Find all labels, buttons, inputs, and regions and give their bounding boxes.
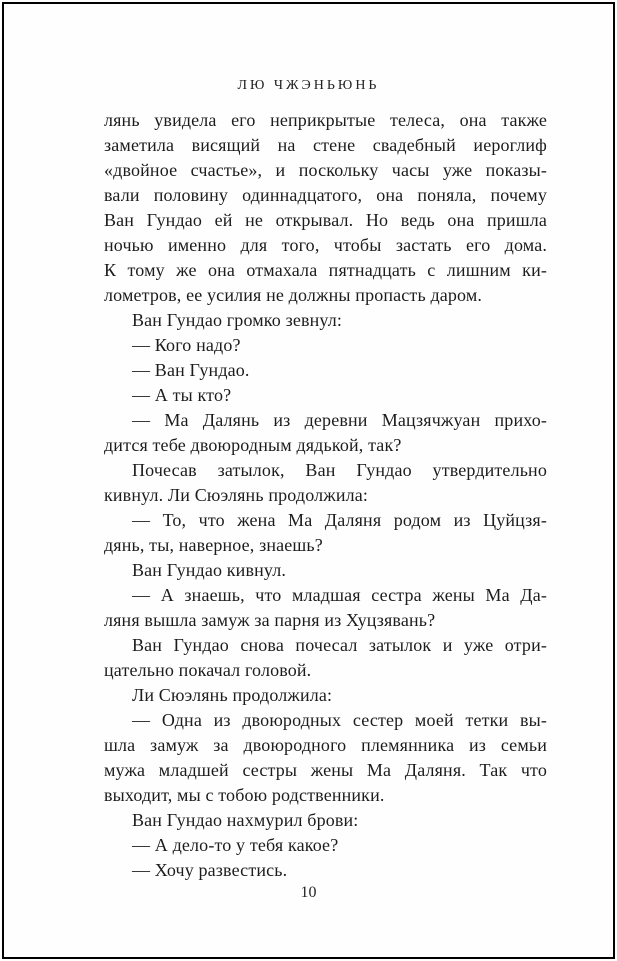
text-line: заметила висящий на стене свадебный иероглиф [104, 135, 547, 155]
text-line: «двойное счастье», и поскольку часы уже показы- [104, 160, 547, 180]
text-line: — А знаешь, что младшая сестра жены Ма Да- [132, 585, 547, 605]
text-line: Ван Гундао снова почесал затылок и уже отри- [132, 635, 547, 655]
text-line: кивнул. Ли Сюэлянь продолжила: [104, 485, 369, 505]
text-block [104, 108, 547, 883]
text-line: Ван Гундао громко зевнул: [132, 310, 343, 330]
text-line: дится тебе двоюродным дядькой, так? [104, 435, 402, 455]
text-line: Почесав затылок, Ван Гундао утвердительно [132, 460, 547, 480]
text-line: цательно покачал головой. [104, 660, 312, 680]
text-line: — А ты кто? [132, 385, 232, 405]
text-line: — Одна из двоюродных сестер моей тетки вы- [132, 710, 547, 730]
text-line: ночью именно для того, чтобы застать его дома. [104, 235, 547, 255]
text-line: шла замуж за двоюродного племянника из семьи [104, 735, 547, 755]
text-line: — Ма Далянь из деревни Мацзячжуан прихо- [132, 410, 547, 430]
text-line: лометров, ее усилия не должны пропасть даром. [104, 285, 483, 305]
text-line: дянь, ты, наверное, знаешь? [104, 535, 323, 555]
text-line: Ван Гундао ей не открывал. Но ведь она пришла [104, 210, 547, 230]
text-line: — Кого надо? [132, 335, 241, 355]
text-line: — А дело-то у тебя какое? [132, 835, 339, 855]
text-line: ляня вышла замуж за парня из Хуцзявань? [104, 610, 436, 630]
page-number: 10 [300, 884, 317, 901]
text-line: вали половину одиннадцатого, она поняла, почему [104, 185, 547, 205]
text-line: мужа младшей сестры жены Ма Даляня. Так что [104, 760, 547, 780]
text-line: Ван Гундао нахмурил брови: [132, 810, 359, 830]
text-line: лянь увидела его неприкрытые телеса, она также [104, 110, 547, 130]
text-line: выходит, мы с тобою родственники. [104, 785, 385, 805]
text-line: К тому же она отмахала пятнадцать с лишним ки- [104, 260, 547, 280]
running-header: ЛЮ ЧЖЭНЬЮНЬ [237, 78, 380, 93]
text-line: — Хочу развестись. [132, 860, 288, 880]
text-line: — Ван Гундао. [132, 360, 250, 380]
text-line: — То, что жена Ма Даляня родом из Цуйцзя- [132, 510, 547, 530]
text-line: Ван Гундао кивнул. [132, 560, 287, 580]
text-line: Ли Сюэлянь продолжила: [132, 685, 333, 705]
